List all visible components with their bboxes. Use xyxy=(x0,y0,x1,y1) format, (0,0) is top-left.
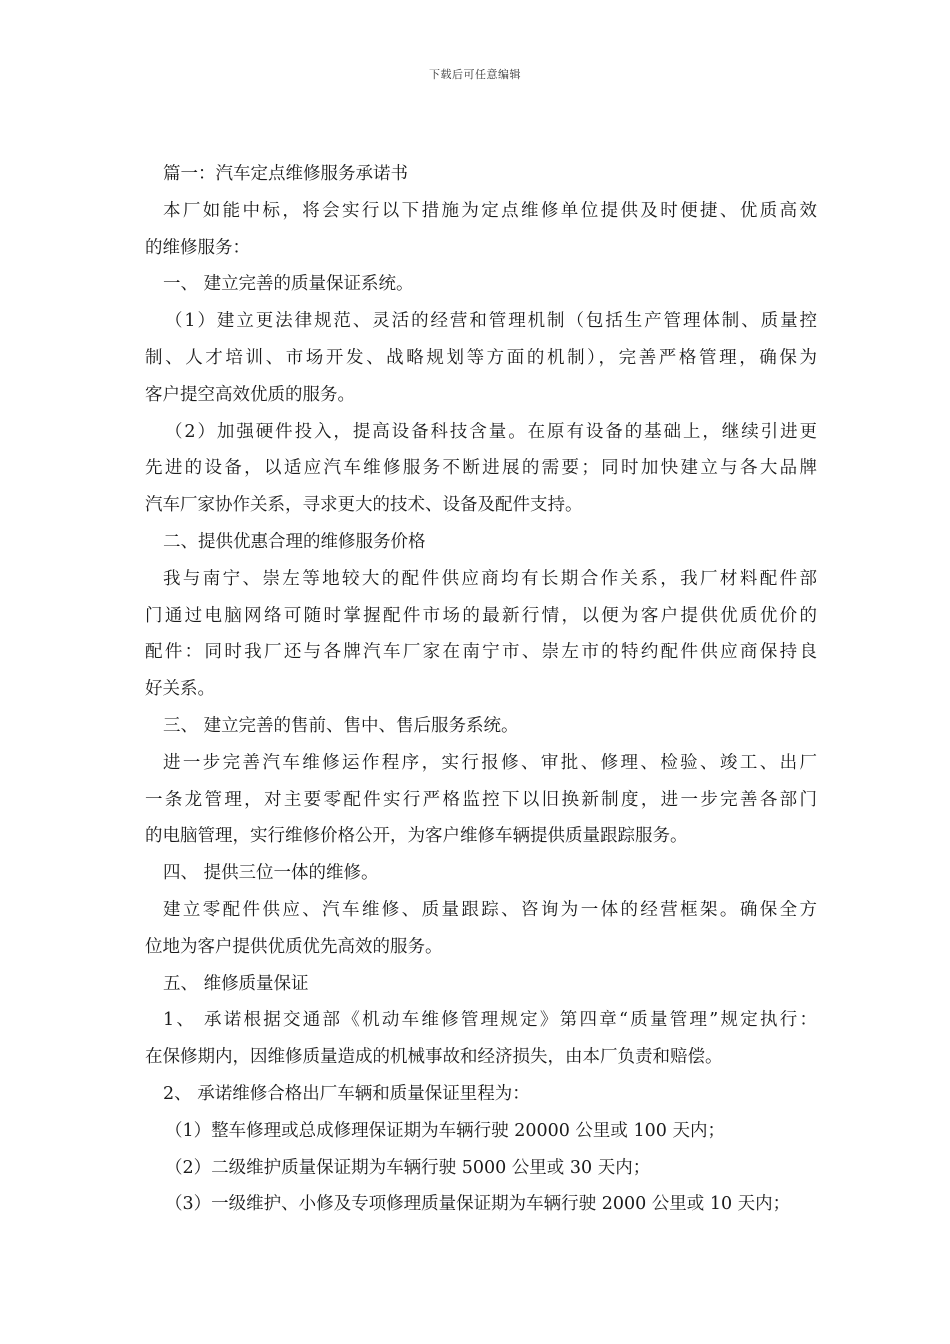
page-header: 下载后可任意编辑 xyxy=(429,68,521,81)
text-line: 建立零配件供应、汽车维修、质量跟踪、咨询为一体的经营框架。确保全方 xyxy=(163,899,817,920)
text-line: 制、人才培训、市场开发、战略规划等方面的机制），完善严格管理，确保为 xyxy=(145,347,817,368)
text-line: 汽车厂家协作关系，寻求更大的技术、设备及配件支持。 xyxy=(145,495,583,516)
text-line: 1、 承诺根据交通部《机动车维修管理规定》第四章“质量管理”规定执行： xyxy=(163,1010,817,1031)
text-line: 位地为客户提供优质优先高效的服务。 xyxy=(145,936,443,957)
text-line: （1）整车修理或总成修理保证期为车辆行驶 20000 公里或 100 天内； xyxy=(165,1120,725,1141)
text-line: 的维修服务： xyxy=(145,237,250,258)
text-line: （2）加强硬件投入，提高设备科技含量。在原有设备的基础上，继续引进更 xyxy=(165,421,817,442)
text-line: 二、提供优惠合理的维修服务价格 xyxy=(163,531,426,552)
text-line: 四、 提供三位一体的维修。 xyxy=(163,863,379,884)
text-line: （3）一级维护、小修及专项修理质量保证期为车辆行驶 2000 公里或 10 天内； xyxy=(165,1194,791,1215)
text-line: 三、 建立完善的售前、售中、售后服务系统。 xyxy=(163,715,519,736)
text-line: 我与南宁、崇左等地较大的配件供应商均有长期合作关系，我厂材料配件部 xyxy=(163,568,817,589)
document-body xyxy=(145,156,817,1223)
text-line: 2、 承诺维修合格出厂车辆和质量保证里程为： xyxy=(163,1083,530,1104)
text-line: （1）建立更法律规范、灵活的经营和管理机制（包括生产管理体制、质量控 xyxy=(165,311,817,332)
text-line: （2）二级维护质量保证期为车辆行驶 5000 公里或 30 天内； xyxy=(165,1157,651,1178)
text-line: 门通过电脑网络可随时掌握配件市场的最新行情，以便为客户提供优质优价的 xyxy=(145,605,817,626)
text-line: 本厂如能中标，将会实行以下措施为定点维修单位提供及时便捷、优质高效 xyxy=(163,200,817,221)
text-line: 好关系。 xyxy=(145,679,215,700)
text-line: 先进的设备，以适应汽车维修服务不断进展的需要；同时加快建立与各大品牌 xyxy=(145,458,817,479)
text-line: 篇一：汽车定点维修服务承诺书 xyxy=(163,164,408,184)
text-line: 在保修期内，因维修质量造成的机械事故和经济损失，由本厂负责和赔偿。 xyxy=(145,1047,723,1068)
text-line: 进一步完善汽车维修运作程序，实行报修、审批、修理、检验、竣工、出厂 xyxy=(163,752,817,773)
text-line: 一条龙管理，对主要零配件实行严格监控下以旧换新制度，进一步完善各部门 xyxy=(145,789,817,810)
text-line: 客户提空高效优质的服务。 xyxy=(145,384,355,405)
text-line: 五、 维修质量保证 xyxy=(163,973,309,994)
text-line: 一、 建立完善的质量保证系统。 xyxy=(163,274,414,295)
text-line: 配件：同时我厂还与各牌汽车厂家在南宁市、崇左市的特约配件供应商保持良 xyxy=(145,642,817,663)
text-line: 的电脑管理，实行维修价格公开，为客户维修车辆提供质量跟踪服务。 xyxy=(145,826,688,847)
